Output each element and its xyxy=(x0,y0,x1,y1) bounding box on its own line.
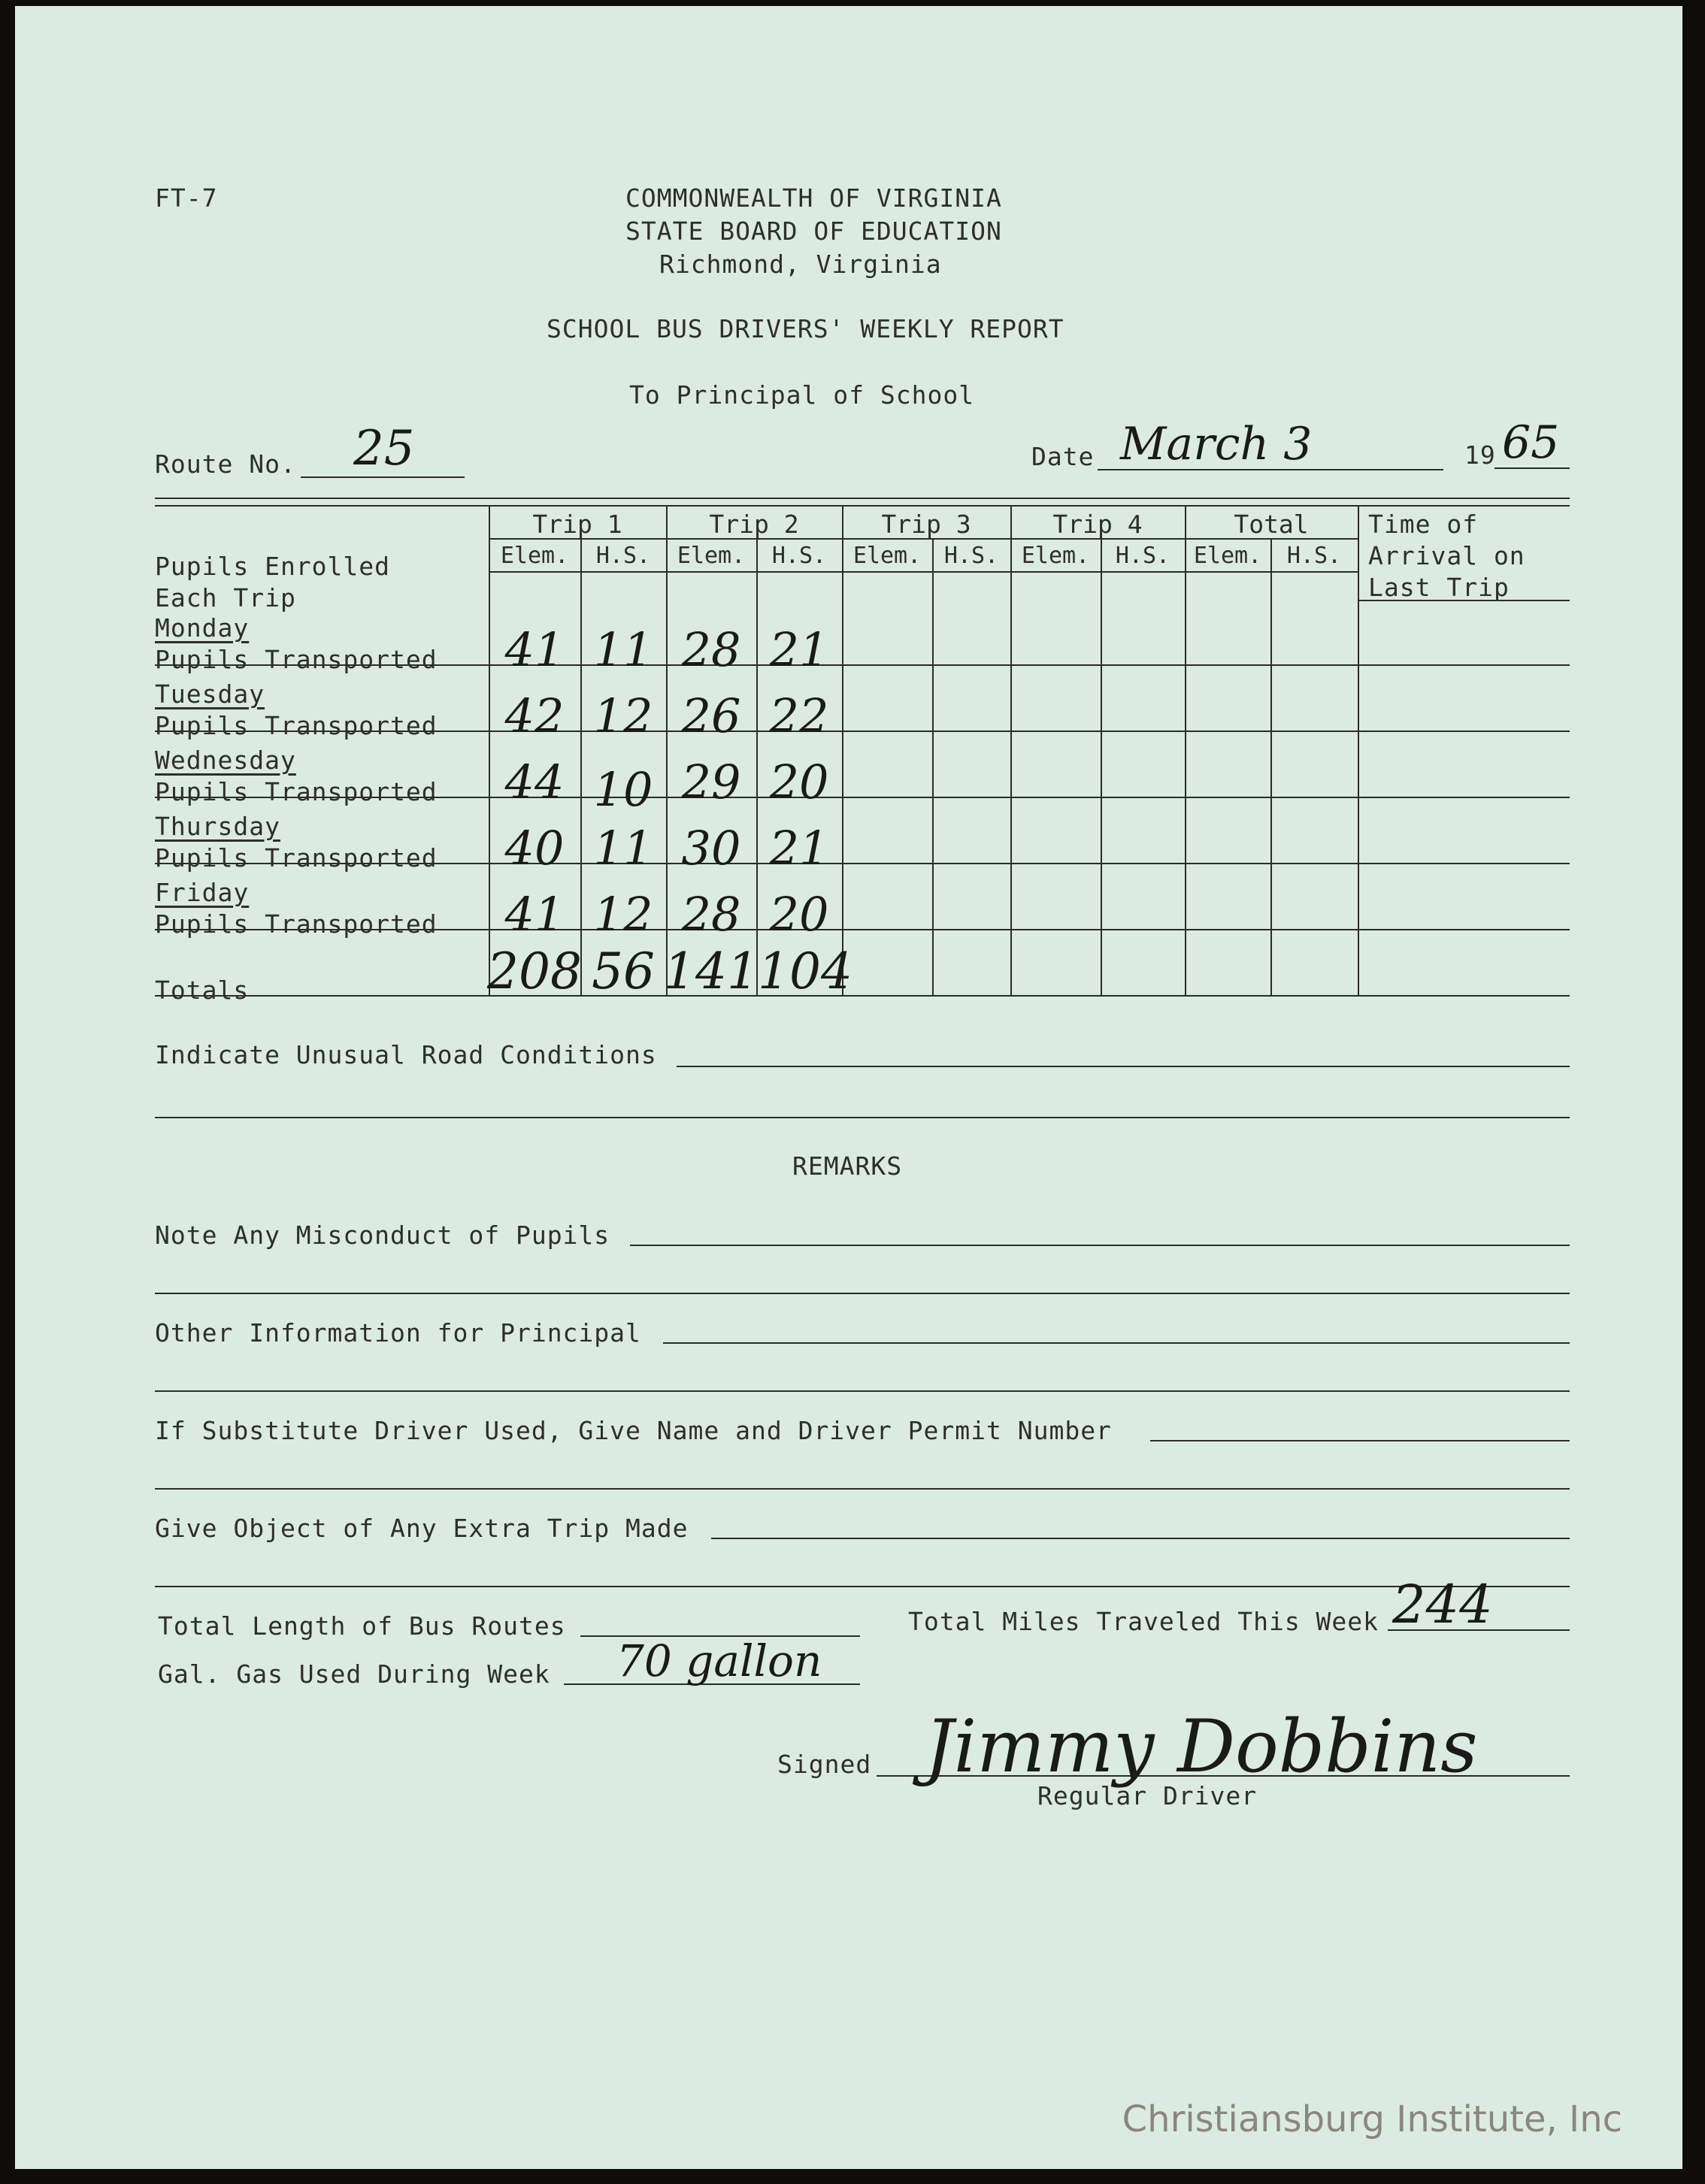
header-line-3: Richmond, Virginia xyxy=(659,250,942,279)
report-form-page xyxy=(15,6,1682,2169)
subheader-divider xyxy=(489,571,1358,573)
other-info-line-2[interactable] xyxy=(155,1390,1570,1392)
trip-2-hs-header: H.S. xyxy=(771,543,827,569)
tuesday-trip1-hs[interactable]: 12 xyxy=(593,688,653,743)
other-info-line-1[interactable] xyxy=(663,1342,1570,1344)
trip-4-elem-header: Elem. xyxy=(1021,543,1090,569)
date-value[interactable]: March 3 xyxy=(1120,418,1313,470)
miles-label: Total Miles Traveled This Week xyxy=(908,1607,1379,1636)
trip-3-hs-header: H.S. xyxy=(943,543,999,569)
thursday-trip1-hs[interactable]: 11 xyxy=(593,821,653,876)
signed-label: Signed xyxy=(777,1750,872,1779)
road-conditions-label: Indicate Unusual Road Conditions xyxy=(155,1040,657,1069)
col-line-10 xyxy=(1358,505,1359,995)
trip-1-hs-header: H.S. xyxy=(595,543,651,569)
col-line-7 xyxy=(1101,538,1102,995)
row-sublabel-tuesday: Pupils Transported xyxy=(155,711,438,740)
day-label-tuesday: Tuesday xyxy=(155,679,265,709)
extra-trip-line-1[interactable] xyxy=(711,1538,1570,1539)
substitute-driver-label: If Substitute Driver Used, Give Name and Driver Permit Number xyxy=(155,1416,1112,1445)
report-title: SCHOOL BUS DRIVERS' WEEKLY REPORT xyxy=(547,314,1064,343)
regular-driver-caption: Regular Driver xyxy=(1037,1781,1258,1810)
tuesday-trip2-hs[interactable]: 22 xyxy=(769,688,829,743)
wednesday-trip2-hs[interactable]: 20 xyxy=(769,755,829,809)
col-line-9 xyxy=(1270,538,1272,995)
substitute-driver-line-2[interactable] xyxy=(155,1488,1570,1490)
total-trip2-hs[interactable]: 104 xyxy=(758,942,853,1000)
day-label-wednesday: Wednesday xyxy=(155,746,296,775)
substitute-driver-line-1[interactable] xyxy=(1150,1440,1570,1441)
total-trip2-elem[interactable]: 141 xyxy=(664,942,759,1000)
extra-trip-label: Give Object of Any Extra Trip Made xyxy=(155,1514,689,1543)
road-conditions-line-1[interactable] xyxy=(677,1066,1570,1067)
col-line-5 xyxy=(932,538,934,995)
route-value[interactable]: 25 xyxy=(353,421,415,476)
extra-trip-line-2[interactable] xyxy=(155,1586,1570,1587)
misconduct-line-1[interactable] xyxy=(630,1245,1570,1246)
miles-value[interactable]: 244 xyxy=(1392,1574,1493,1635)
gas-label: Gal. Gas Used During Week xyxy=(158,1659,550,1689)
other-info-label: Other Information for Principal xyxy=(155,1318,641,1348)
row-line-totals xyxy=(155,995,1570,997)
archive-watermark: Christiansburg Institute, Inc xyxy=(1122,2098,1622,2140)
friday-trip1-elem[interactable]: 41 xyxy=(504,887,565,942)
header-line-1: COMMONWEALTH OF VIRGINIA xyxy=(625,183,1002,213)
trip-2-elem-header: Elem. xyxy=(677,543,746,569)
remarks-heading: REMARKS xyxy=(792,1151,903,1181)
monday-trip2-elem[interactable]: 28 xyxy=(681,622,741,677)
route-label: Route No. xyxy=(155,449,296,479)
route-line xyxy=(301,476,465,478)
trip-2-header: Trip 2 xyxy=(709,510,799,539)
wednesday-trip1-elem[interactable]: 44 xyxy=(504,755,565,809)
thursday-trip2-hs[interactable]: 21 xyxy=(769,821,829,876)
total-header: Total xyxy=(1234,510,1309,539)
total-trip1-elem[interactable]: 208 xyxy=(487,942,582,1000)
trip-1-header: Trip 1 xyxy=(532,510,622,539)
route-length-label: Total Length of Bus Routes xyxy=(158,1611,566,1641)
trip-4-hs-header: H.S. xyxy=(1115,543,1170,569)
pupils-enrolled-label: Pupils Enrolled xyxy=(155,552,391,581)
trip-3-elem-header: Elem. xyxy=(853,543,922,569)
friday-trip1-hs[interactable]: 12 xyxy=(593,887,653,942)
tuesday-trip1-elem[interactable]: 42 xyxy=(504,688,565,743)
total-trip1-hs[interactable]: 56 xyxy=(592,942,655,1000)
day-label-friday: Friday xyxy=(155,878,250,907)
year-value[interactable]: 65 xyxy=(1502,416,1560,469)
each-trip-label: Each Trip xyxy=(155,583,296,613)
monday-trip1-elem[interactable]: 41 xyxy=(504,622,565,677)
row-sublabel-friday: Pupils Transported xyxy=(155,909,438,939)
table-top-line-1 xyxy=(155,498,1570,499)
total-elem-header: Elem. xyxy=(1193,543,1262,569)
wednesday-trip1-hs[interactable]: 10 xyxy=(593,762,653,817)
trip-3-header: Trip 3 xyxy=(881,510,971,539)
row-sublabel-monday: Pupils Transported xyxy=(155,645,438,674)
day-label-monday: Monday xyxy=(155,613,250,643)
gas-value[interactable]: 70 gallon xyxy=(616,1635,822,1686)
wednesday-trip2-elem[interactable]: 29 xyxy=(681,755,741,809)
misconduct-line-2[interactable] xyxy=(155,1293,1570,1294)
day-label-thursday: Thursday xyxy=(155,812,280,841)
col-line-8 xyxy=(1185,505,1186,995)
misconduct-label: Note Any Misconduct of Pupils xyxy=(155,1221,610,1250)
totals-label: Totals xyxy=(155,976,250,1005)
header-line-2: STATE BOARD OF EDUCATION xyxy=(625,216,1002,246)
trip-1-elem-header: Elem. xyxy=(500,543,569,569)
driver-signature[interactable]: Jimmy Dobbins xyxy=(925,1705,1478,1789)
monday-trip1-hs[interactable]: 11 xyxy=(593,622,653,677)
col-line-4 xyxy=(842,505,843,995)
form-code: FT-7 xyxy=(155,183,218,213)
monday-trip2-hs[interactable]: 21 xyxy=(769,622,829,677)
friday-trip2-hs[interactable]: 20 xyxy=(769,887,829,942)
report-subtitle: To Principal of School xyxy=(629,380,975,410)
friday-trip2-elem[interactable]: 28 xyxy=(681,887,741,942)
arrival-header-1: Time of xyxy=(1368,510,1479,539)
trip-4-header: Trip 4 xyxy=(1052,510,1143,539)
year-prefix: 19 xyxy=(1464,440,1496,470)
tuesday-trip2-elem[interactable]: 26 xyxy=(681,688,741,743)
date-label: Date xyxy=(1031,442,1095,471)
total-hs-header: H.S. xyxy=(1286,543,1342,569)
col-line-6 xyxy=(1010,505,1012,995)
thursday-trip1-elem[interactable]: 40 xyxy=(504,821,565,876)
thursday-trip2-elem[interactable]: 30 xyxy=(681,821,741,876)
road-conditions-line-2[interactable] xyxy=(155,1117,1570,1118)
row-sublabel-wednesday: Pupils Transported xyxy=(155,777,438,806)
arrival-header-2: Arrival on xyxy=(1368,541,1525,570)
arrival-header-3: Last Trip xyxy=(1368,573,1510,602)
row-sublabel-thursday: Pupils Transported xyxy=(155,843,438,873)
